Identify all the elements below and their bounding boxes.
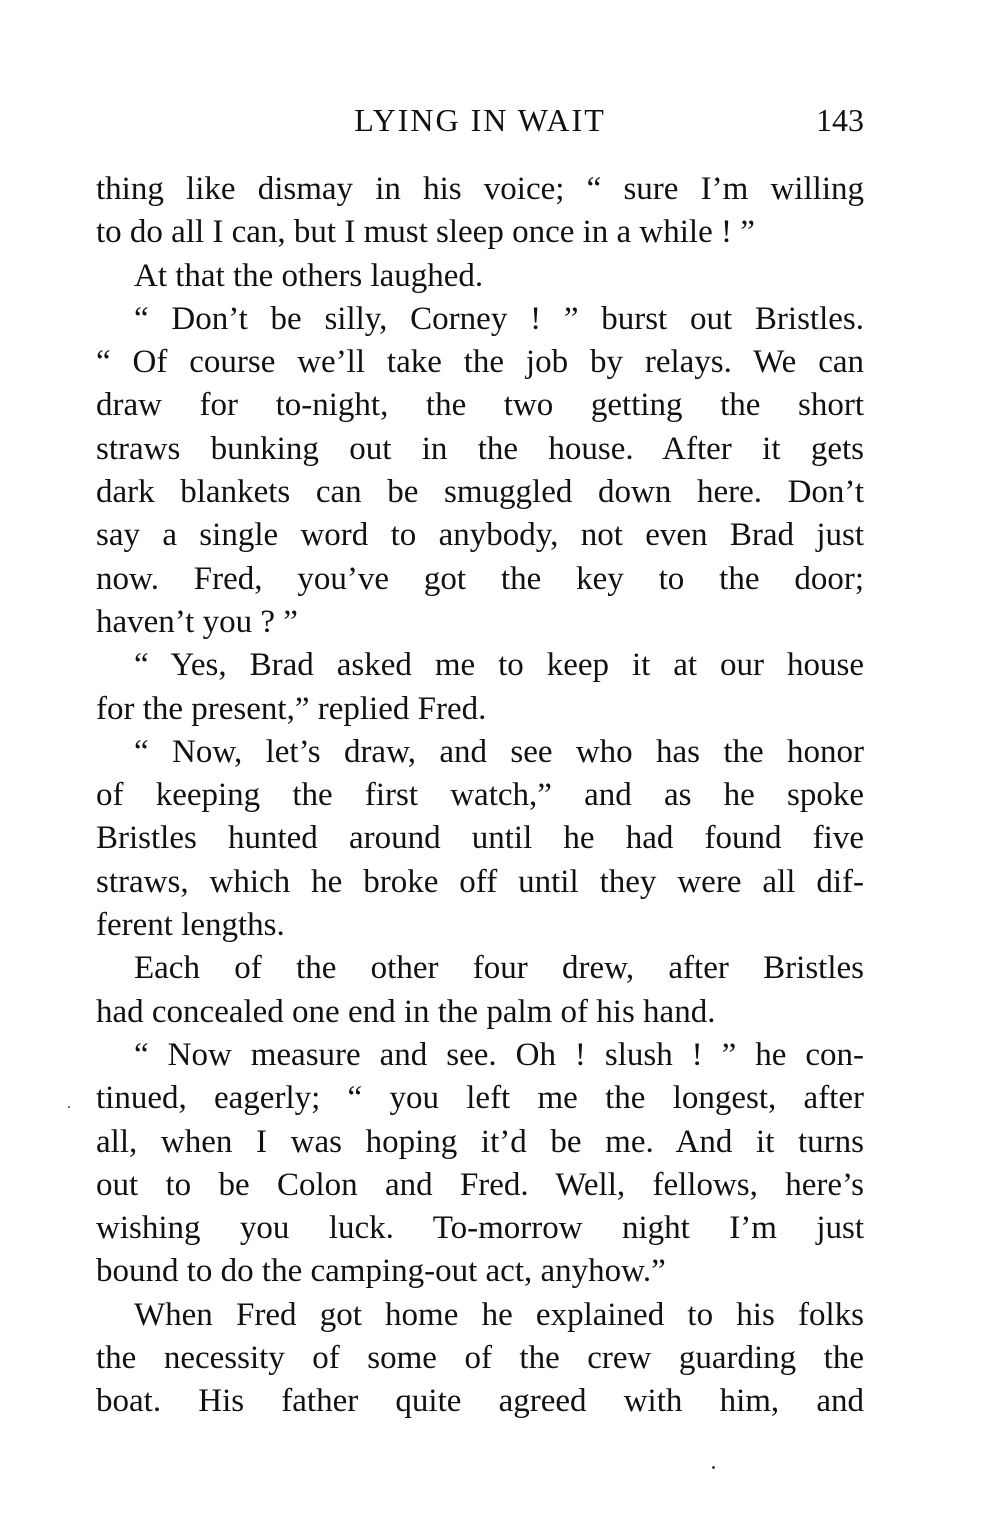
text-line: out to be Colon and Fred. Well, fellows, here’s [96,1166,864,1203]
text-line: “ Yes, Brad asked me to keep it at our house [134,647,864,684]
text-line: now. Fred, you’ve got the key to the door; [96,560,864,597]
text-line: of keeping the first watch,” and as he spoke [96,777,864,814]
text-line: When Fred got home he explained to his folks [134,1296,864,1333]
text-line: Each of the other four drew, after Bristles [134,950,864,987]
text-line: ferent lengths. [96,907,285,944]
print-speck [712,1466,715,1469]
text-line: say a single word to anybody, not even Brad just [96,517,864,554]
running-title: LYING IN WAIT [354,102,606,138]
text-line: At that the others laughed. [134,257,484,294]
text-line: thing like dismay in his voice; “ sure I’m willing [96,171,864,207]
print-speck [68,1106,70,1108]
running-head [96,98,864,142]
text-line: boat. His father quite agreed with him, and [96,1383,864,1420]
text-line: had concealed one end in the palm of his hand. [96,993,716,1030]
text-line: wishing you luck. To-morrow night I’m just [96,1210,864,1247]
text-line: bound to do the camping-out act, anyhow.” [96,1253,666,1290]
text-line: haven’t you ? ” [96,603,298,640]
text-line: straws, which he broke off until they were all dif- [96,863,864,900]
text-line: to do all I can, but I must sleep once in a while ! ” [96,214,755,251]
page-number: 143 [816,102,864,138]
text-line: dark blankets can be smuggled down here. Don’t [96,474,864,511]
text-line: draw for to-night, the two getting the short [96,387,864,424]
body-text [96,168,864,1424]
text-line: “ Now measure and see. Oh ! slush ! ” he con- [134,1036,864,1073]
text-line: straws bunking out in the house. After it gets [96,430,864,467]
text-line: for the present,” replied Fred. [96,690,487,727]
text-line: “ Now, let’s draw, and see who has the honor [134,733,864,770]
text-line: the necessity of some of the crew guarding the [96,1340,864,1377]
text-line: all, when I was hoping it’d be me. And it turns [96,1123,864,1160]
text-line: “ Don’t be silly, Corney ! ” burst out Bristles. [134,300,864,337]
text-line: “ Of course we’ll take the job by relays. We can [96,344,864,381]
text-line: Bristles hunted around until he had found five [96,820,864,857]
text-line: tinued, eagerly; “ you left me the longest, after [96,1080,864,1117]
